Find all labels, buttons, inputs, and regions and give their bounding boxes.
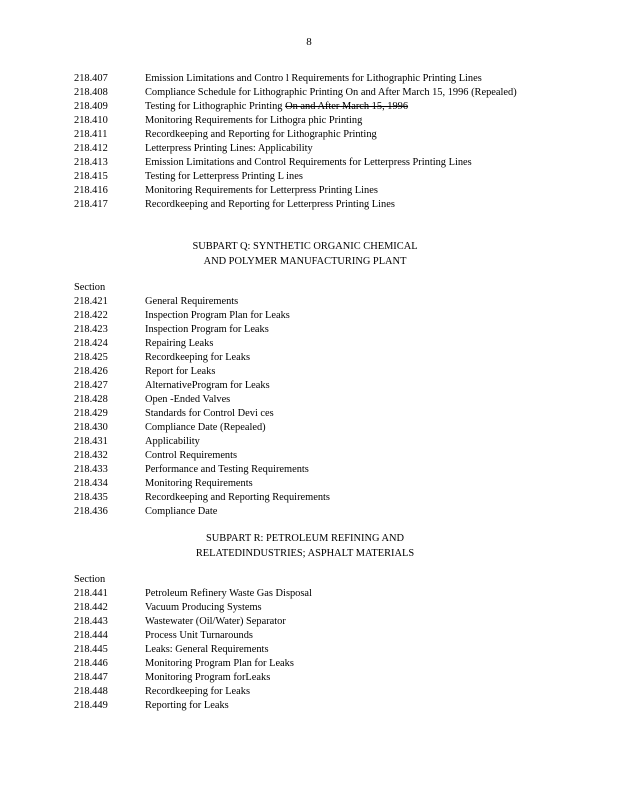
section-title [145, 699, 554, 713]
toc-row [74, 198, 554, 212]
section-block-q [74, 281, 554, 519]
section-title-text: Emission Limitations and Contro l Requirements for Lithographic Printing Lines [145, 73, 482, 84]
section-number: 218.441 [74, 588, 108, 599]
section-title [145, 421, 554, 435]
toc-row [74, 323, 554, 337]
section-title-text: Emission Limitations and Control Requirements for Letterpress Printing Lines [145, 157, 472, 168]
section-title-text: Recordkeeping and Reporting for Lithographic Printing [145, 129, 377, 140]
section-number: 218.423 [74, 324, 108, 335]
section-title [145, 629, 554, 643]
toc-row [74, 72, 554, 86]
section-number: 218.412 [74, 143, 108, 154]
section-title [145, 657, 554, 671]
section-title-text: Wastewater (Oil/Water) Separator [145, 616, 286, 627]
section-label: Section [74, 282, 106, 293]
section-title-text: Monitoring Requirements [145, 478, 253, 489]
section-number: 218.413 [74, 157, 108, 168]
section-number: 218.445 [74, 644, 108, 655]
section-list-subpart-q [74, 295, 554, 519]
subpart-r-heading [100, 531, 510, 561]
section-title [145, 615, 554, 629]
toc-row [74, 379, 554, 393]
section-title [145, 100, 554, 114]
section-title-text: Testing for Lithographic Printing [145, 101, 283, 112]
section-number: 218.422 [74, 310, 108, 321]
section-title [145, 393, 554, 407]
toc-row [74, 337, 554, 351]
section-number: 218.417 [74, 199, 108, 210]
section-title [145, 685, 554, 699]
section-title [145, 463, 554, 477]
section-title-text: Letterpress Printing Lines: Applicability [145, 143, 313, 154]
struck-text: On and After March 15, 1996 [285, 101, 409, 112]
toc-row [74, 435, 554, 449]
section-title [145, 587, 554, 601]
toc-row [74, 351, 554, 365]
section-number: 218.431 [74, 436, 108, 447]
section-title [145, 407, 554, 421]
section-title [145, 72, 554, 86]
section-label: Section [74, 574, 106, 585]
toc-row [74, 309, 554, 323]
section-title-text: Process Unit Turnarounds [145, 630, 253, 641]
section-title-text: Petroleum Refinery Waste Gas Disposal [145, 588, 312, 599]
section-title [145, 337, 554, 351]
toc-row [74, 657, 554, 671]
section-title-text: Recordkeeping and Reporting Requirements [145, 492, 330, 503]
section-title-text: Compliance Schedule for Lithographic Printing On and After March 15, 1996 (Repealed) [145, 87, 517, 98]
section-title-text: Monitoring Requirements for Letterpress Printing Lines [145, 185, 378, 196]
section-title-text: Standards for Control Devi ces [145, 408, 274, 419]
toc-row [74, 142, 554, 156]
section-title [145, 184, 554, 198]
toc-row [74, 463, 554, 477]
subpart-r-line1: SUBPART R: PETROLEUM REFINING AND [206, 533, 404, 544]
section-title [145, 295, 554, 309]
toc-row [74, 587, 554, 601]
subpart-q-line1: SUBPART Q: SYNTHETIC ORGANIC CHEMICAL [192, 241, 418, 252]
toc-row [74, 365, 554, 379]
toc-row [74, 128, 554, 142]
toc-row [74, 100, 554, 114]
section-title-text: Performance and Testing Requirements [145, 464, 309, 475]
toc-row [74, 295, 554, 309]
section-title-text: Inspection Program Plan for Leaks [145, 310, 290, 321]
section-number: 218.427 [74, 380, 108, 391]
section-title [145, 491, 554, 505]
section-number: 218.432 [74, 450, 108, 461]
subpart-q-line2: AND POLYMER MANUFACTURING PLANT [203, 256, 407, 267]
section-number: 218.436 [74, 506, 108, 517]
section-title-text: Compliance Date [145, 506, 218, 517]
section-list-subpart-r [74, 587, 554, 713]
subpart-q-heading [100, 239, 510, 269]
section-title-text: Recordkeeping and Reporting for Letterpress Printing Lines [145, 199, 395, 210]
section-number: 218.444 [74, 630, 108, 641]
page-number: 8 [306, 36, 312, 48]
section-number: 218.449 [74, 700, 108, 711]
section-number: 218.409 [74, 101, 108, 112]
toc-row [74, 491, 554, 505]
toc-row [74, 114, 554, 128]
toc-row [74, 421, 554, 435]
toc-row [74, 477, 554, 491]
toc-row [74, 156, 554, 170]
toc-row [74, 643, 554, 657]
toc-row [74, 86, 554, 100]
toc-row [74, 449, 554, 463]
section-number: 218.443 [74, 616, 108, 627]
section-number: 218.411 [74, 129, 108, 140]
section-number: 218.428 [74, 394, 108, 405]
section-block-r [74, 573, 554, 713]
section-title-text: Testing for Letterpress Printing L ines [145, 171, 303, 182]
section-title-text: Control Requirements [145, 450, 238, 461]
section-title-text: Monitoring Program Plan for Leaks [145, 658, 294, 669]
section-title-text: Vacuum Producing Systems [145, 602, 262, 613]
toc-row [74, 671, 554, 685]
toc-row [74, 699, 554, 713]
section-title [145, 198, 554, 212]
section-number: 218.434 [74, 478, 108, 489]
section-number: 218.424 [74, 338, 108, 349]
section-number: 218.446 [74, 658, 108, 669]
section-title [145, 170, 554, 184]
section-title [145, 449, 554, 463]
toc-row [74, 629, 554, 643]
section-number: 218.435 [74, 492, 108, 503]
section-title-text: Monitoring Program forLeaks [145, 672, 271, 683]
section-list-lithographic-letterpress [74, 72, 554, 212]
section-title-text: Monitoring Requirements for Lithogra phic Printing [145, 115, 363, 126]
section-title-text: Compliance Date (Repealed) [145, 422, 266, 433]
section-title [145, 128, 554, 142]
section-title [145, 114, 554, 128]
section-number: 218.410 [74, 115, 108, 126]
section-title-text: Leaks: General Requirements [145, 644, 269, 655]
toc-row [74, 615, 554, 629]
section-number: 218.426 [74, 366, 108, 377]
section-title-text: General Requirements [145, 296, 239, 307]
section-number: 218.448 [74, 686, 108, 697]
section-number: 218.421 [74, 296, 108, 307]
section-number: 218.408 [74, 87, 108, 98]
toc-row [74, 685, 554, 699]
toc-row [74, 601, 554, 615]
section-number: 218.442 [74, 602, 108, 613]
section-title [145, 477, 554, 491]
section-title [145, 323, 554, 337]
section-title-text: Recordkeeping for Leaks [145, 352, 251, 363]
section-title [145, 671, 554, 685]
section-number: 218.430 [74, 422, 108, 433]
toc-row [74, 407, 554, 421]
section-number: 218.415 [74, 171, 108, 182]
section-title-text: Applicability [145, 436, 200, 447]
section-number: 218.447 [74, 672, 108, 683]
section-title [145, 142, 554, 156]
section-title [145, 309, 554, 323]
section-title-text: Open -Ended Valves [145, 394, 231, 405]
section-number: 218.433 [74, 464, 108, 475]
section-title [145, 86, 554, 100]
section-title-text: Inspection Program for Leaks [145, 324, 269, 335]
section-title [145, 351, 554, 365]
section-title [145, 435, 554, 449]
section-title-text: Report for Leaks [145, 366, 216, 377]
toc-row [74, 505, 554, 519]
section-title [145, 643, 554, 657]
section-number: 218.407 [74, 73, 108, 84]
section-title-text: Repairing Leaks [145, 338, 214, 349]
toc-row [74, 170, 554, 184]
section-title [145, 601, 554, 615]
section-title [145, 505, 554, 519]
section-number: 218.416 [74, 185, 108, 196]
section-title-text: Reporting for Leaks [145, 700, 229, 711]
section-number: 218.429 [74, 408, 108, 419]
section-title [145, 156, 554, 170]
toc-row [74, 393, 554, 407]
section-title [145, 379, 554, 393]
section-title-text: Recordkeeping for Leaks [145, 686, 251, 697]
toc-row [74, 184, 554, 198]
section-title [145, 365, 554, 379]
subpart-r-line2: RELATEDINDUSTRIES; ASPHALT MATERIALS [195, 548, 415, 559]
section-number: 218.425 [74, 352, 108, 363]
section-title-text: AlternativeProgram for Leaks [145, 380, 270, 391]
